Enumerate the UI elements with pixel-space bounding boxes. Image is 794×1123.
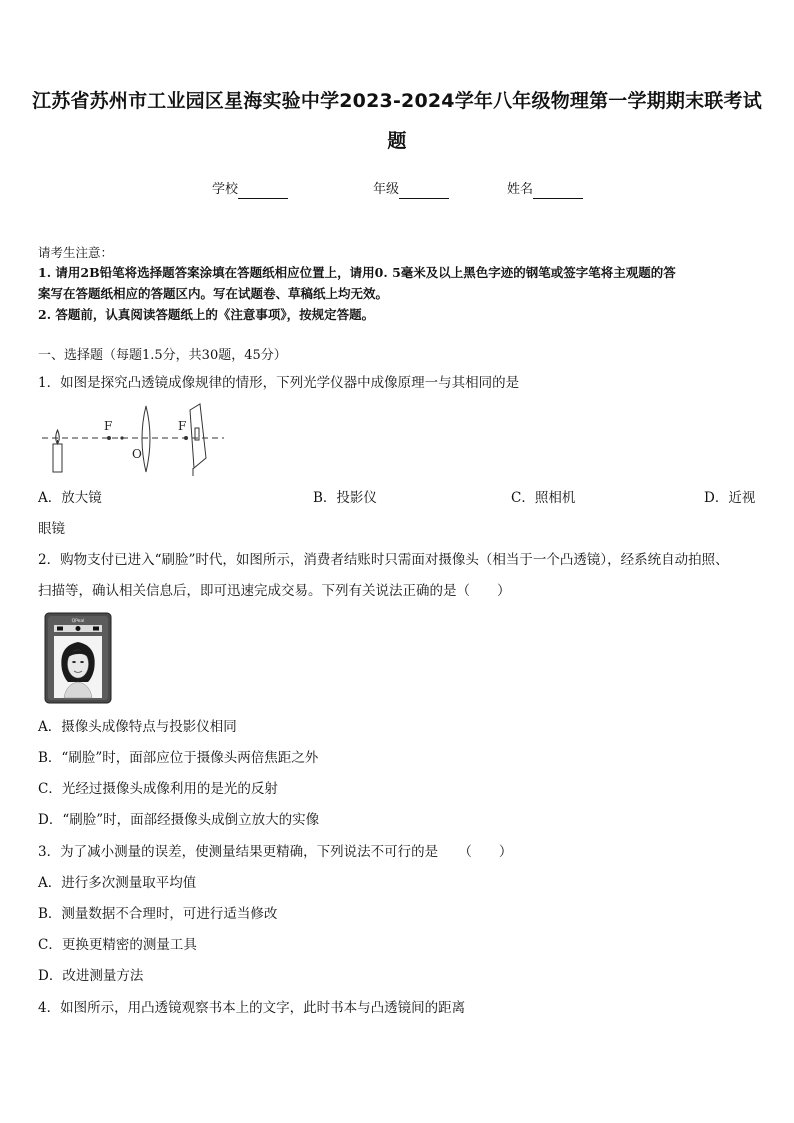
q1-option-a: A．放大镜 [38,490,102,506]
notice-heading: 请考生注意： [38,245,114,260]
notice-line2: 案写在答题纸相应的答题区内。写在试题卷、草稿纸上均无效。 [38,286,389,301]
grade-blank [399,185,449,199]
name-field [507,181,583,199]
q3-option-a: A．进行多次测量取平均值 [38,875,197,891]
school-blank [238,185,288,199]
name-blank [533,185,583,199]
q2-option-c: C．光经过摄像头成像利用的是光的反射 [38,781,278,797]
convex-lens-icon [142,406,150,472]
screen-icon [190,404,206,476]
q2-option-d: D．“刷脸”时，面部经摄像头成倒立放大的实像 [38,812,320,828]
q1-option-d-continued: 眼镜 [38,521,65,537]
exam-title-line2: 题 [387,130,407,152]
q3-stem: 3．为了减小测量的误差，使测量结果更精确，下列说法不可行的是 （ ） [38,844,513,860]
q1-option-d: D．近视 [704,490,756,506]
q1-lens-figure [38,402,228,478]
candle-icon [53,430,62,472]
exam-title-line1: 江苏省苏州市工业园区星海实验中学2023-2024学年八年级物理第一学期期末联考试 [32,90,762,112]
school-label: 学校 [212,182,239,197]
section-heading: 一、选择题（每题1.5分，共30题，45分） [38,348,287,363]
grade-label: 年级 [373,182,400,197]
grade-field [373,181,449,199]
label-f-left: F [104,419,113,433]
q2-stem-line2: 扫描等，确认相关信息后，即可迅速完成交易。下列有关说法正确的是（ ） [38,583,511,599]
focal-point-left [107,436,111,440]
q1-option-c: C．照相机 [511,490,576,506]
q3-option-c: C．更换更精密的测量工具 [38,937,197,953]
school-field [212,181,288,199]
q1-stem: 1．如图是探究凸透镜成像规律的情形，下列光学仪器中成像原理一与其相同的是 [38,375,520,391]
camera-lens-icon [76,626,81,631]
label-o: O [132,447,142,461]
focal-point-right [184,436,188,440]
name-label: 姓名 [507,182,534,197]
label-f-right: F [178,419,187,433]
notice-line3: 2. 答题前，认真阅读答题纸上的《注意事项》，按规定答题。 [38,307,375,322]
device-brand: QPeal [71,619,85,624]
q2-option-a: A．摄像头成像特点与投影仪相同 [38,719,237,735]
q3-option-d: D．改进测量方法 [38,968,144,984]
q2-option-b: B．“刷脸”时，面部应位于摄像头两倍焦距之外 [38,750,319,766]
q3-option-b: B．测量数据不合理时，可进行适当修改 [38,906,278,922]
q1-option-b: B．投影仪 [313,490,377,506]
face-scan-device-figure [44,612,112,704]
sensor-right-icon [93,627,99,631]
notice-line1: 1. 请用2B铅笔将选择题答案涂填在答题纸相应位置上，请用0. 5毫米及以上黑色字迹的钢笔或签字笔将主观题的答 [38,265,676,280]
q4-stem: 4．如图所示，用凸透镜观察书本上的文字，此时书本与凸透镜间的距离 [38,1000,466,1016]
sensor-left-icon [57,627,63,631]
q2-stem-line1: 2．购物支付已进入“刷脸”时代，如图所示，消费者结账时只需面对摄像头（相当于一个凸透镜），经系统自动拍照、 [38,552,729,568]
axis-point [120,436,123,439]
